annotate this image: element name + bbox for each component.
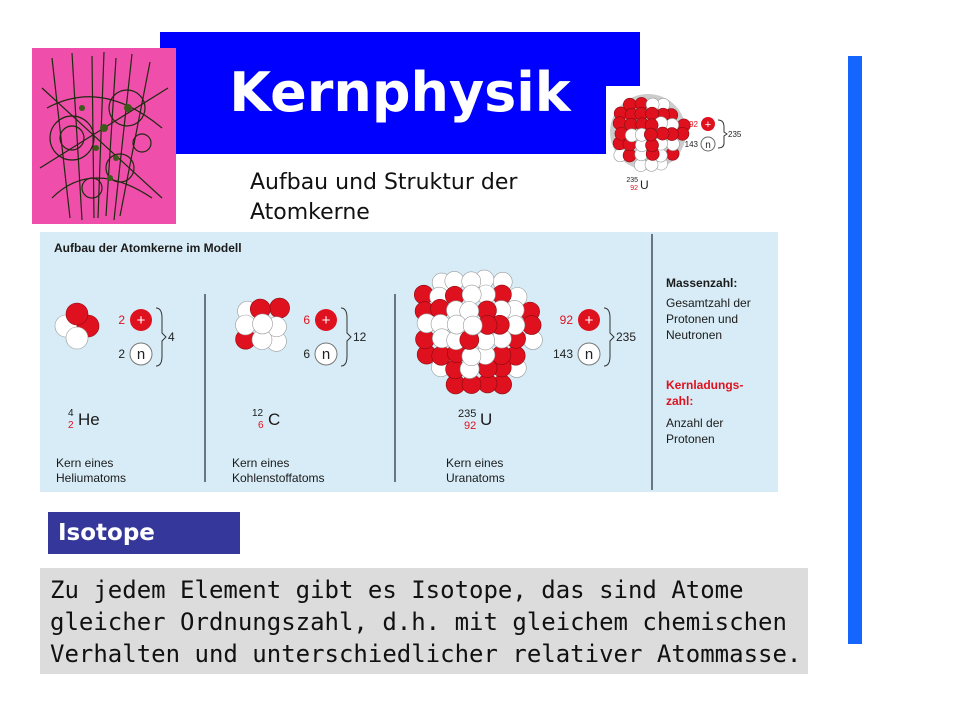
uranium-nucleus-icon bbox=[414, 270, 542, 394]
charge-number-title-1: Kernladungs- bbox=[666, 378, 744, 392]
proton-count: 2 bbox=[118, 313, 125, 327]
nucleon bbox=[462, 285, 481, 304]
decorative-side-bar bbox=[848, 56, 862, 644]
thumb-element-mass: 235 bbox=[626, 177, 638, 184]
brace bbox=[341, 308, 351, 366]
thumb-neutron-count: 143 bbox=[684, 140, 698, 149]
helium-nucleus-icon bbox=[55, 303, 99, 349]
u-caption-2: Uranatoms bbox=[446, 471, 505, 485]
mass-number-desc-2: Protonen und bbox=[666, 312, 739, 326]
particle-tracks-icon bbox=[32, 48, 176, 224]
mass-number-desc-1: Gesamtzahl der bbox=[666, 296, 751, 310]
u-caption-1: Kern eines bbox=[446, 456, 504, 470]
he-charge-number: 2 bbox=[68, 420, 74, 431]
thumb-element-symbol: U bbox=[640, 178, 649, 192]
charge-number-title-2: zahl: bbox=[666, 394, 694, 408]
u-charge-number: 92 bbox=[464, 420, 477, 432]
nucleon bbox=[252, 314, 272, 334]
c-charge-number: 6 bbox=[258, 420, 264, 431]
neutron-symbol: n bbox=[136, 346, 146, 363]
nucleon bbox=[644, 128, 657, 141]
thumb-mass-number: 235 bbox=[728, 130, 742, 139]
c-caption-1: Kern eines bbox=[232, 456, 290, 470]
body-text: Zu jedem Element gibt es Isotope, das sind Atome gleicher Ordnungszahl, d.h. mit gleichem chemischen Verhalten und unterschiedlicher relativer Atommasse. bbox=[50, 576, 802, 668]
proton-symbol: + bbox=[136, 312, 146, 329]
nucleon bbox=[463, 316, 482, 335]
charge-number-desc-1: Anzahl der bbox=[666, 416, 724, 430]
svg-text:+: + bbox=[704, 119, 712, 131]
mass-number: 4 bbox=[168, 330, 175, 344]
he-symbol: He bbox=[78, 410, 100, 429]
particle-tracks-image bbox=[32, 48, 176, 224]
mass-number: 12 bbox=[353, 330, 367, 344]
nucleus-model-diagram bbox=[40, 232, 778, 492]
u-mass-number: 235 bbox=[458, 408, 477, 420]
c-mass-number: 12 bbox=[252, 408, 264, 419]
brace bbox=[604, 308, 614, 366]
nuclei-graphics bbox=[40, 262, 650, 442]
nucleon bbox=[66, 327, 88, 349]
neutron-symbol: n bbox=[321, 346, 331, 363]
mass-number-title: Massenzahl: bbox=[666, 276, 738, 290]
mass-number: 235 bbox=[616, 330, 637, 344]
charge-number-desc-2: Protonen bbox=[666, 432, 715, 446]
nucleon bbox=[270, 298, 290, 318]
he-caption-2: Heliumatoms bbox=[56, 471, 127, 485]
neutron-count: 143 bbox=[552, 347, 573, 361]
thumb-element-charge: 92 bbox=[630, 185, 638, 192]
proton-symbol: + bbox=[584, 312, 594, 329]
neutron-count: 2 bbox=[118, 347, 125, 361]
proton-count: 92 bbox=[559, 313, 573, 327]
he-mass-number: 4 bbox=[68, 408, 74, 419]
nucleon bbox=[66, 303, 88, 325]
uranium-nucleus-thumbnail bbox=[606, 86, 756, 194]
carbon-nucleus-icon bbox=[235, 298, 289, 351]
divider-3 bbox=[651, 234, 653, 490]
neutron-count: 6 bbox=[303, 347, 310, 361]
nucleon bbox=[462, 347, 481, 366]
neutron-symbol: n bbox=[584, 346, 594, 363]
proton-count: 6 bbox=[303, 313, 310, 327]
section-heading: Isotope bbox=[58, 520, 155, 546]
u-symbol: U bbox=[480, 410, 493, 429]
svg-text:n: n bbox=[705, 140, 711, 151]
c-symbol: C bbox=[268, 410, 281, 429]
uranium-nucleus-icon bbox=[606, 86, 756, 194]
thumb-proton-count: 92 bbox=[689, 120, 698, 129]
page-title: Kernphysik bbox=[229, 61, 571, 124]
he-caption-1: Kern eines bbox=[56, 456, 114, 470]
c-caption-2: Kohlenstoffatoms bbox=[232, 471, 325, 485]
nucleon bbox=[656, 127, 669, 140]
mass-number-desc-3: Neutronen bbox=[666, 328, 723, 342]
page-subtitle: Aufbau und Struktur der Atomkerne bbox=[250, 170, 518, 225]
brace bbox=[156, 308, 166, 366]
diagram-heading: Aufbau der Atomkerne im Modell bbox=[54, 241, 242, 255]
proton-symbol: + bbox=[321, 312, 331, 329]
